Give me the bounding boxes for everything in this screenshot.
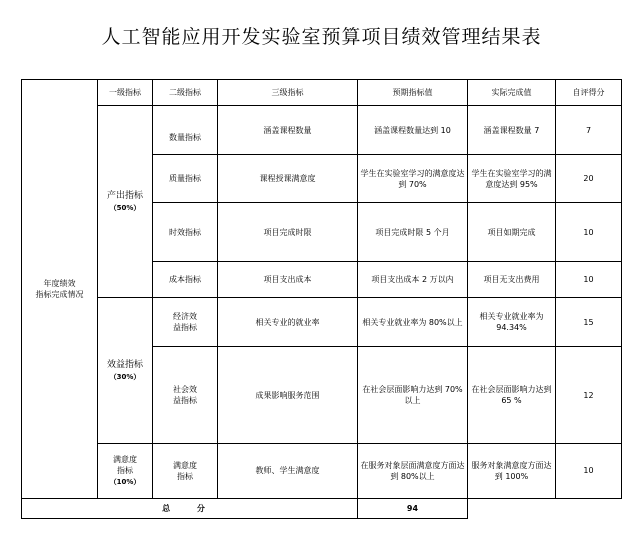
header-level3: 三级指标 (218, 80, 358, 106)
header-expected: 预期指标值 (358, 80, 468, 106)
level3-cell: 项目完成时限 (218, 203, 358, 262)
header-level2: 二级指标 (153, 80, 218, 106)
score-cell: 12 (556, 347, 622, 444)
score-cell: 7 (556, 106, 622, 155)
table-row (22, 444, 622, 499)
level3-cell: 课程授课满意度 (218, 154, 358, 203)
table-row (22, 298, 622, 347)
group-benefit-name: 效益指标 (106, 359, 143, 370)
performance-table (21, 79, 622, 519)
total-score: 94 (358, 498, 468, 518)
level2-cell: 社会效 益指标 (153, 347, 218, 444)
actual-cell: 项目如期完成 (468, 203, 556, 262)
level2-cell: 时效指标 (153, 203, 218, 262)
level2-cell: 满意度 指标 (153, 444, 218, 499)
level3-cell: 涵盖课程数量 (218, 106, 358, 155)
row-label-cell (22, 80, 98, 499)
group-output-name: 产出指标 (106, 190, 143, 201)
expected-cell: 在服务对象层面满意度方面达到 80%以上 (358, 444, 468, 499)
group-satisfaction: 满意度 指标 （10%） (98, 444, 153, 499)
expected-cell: 项目完成时限 5 个月 (358, 203, 468, 262)
group-output (98, 106, 153, 298)
level3-cell: 教师、学生满意度 (218, 444, 358, 499)
actual-cell: 项目无支出费用 (468, 262, 556, 298)
actual-cell: 学生在实验室学习的满意度达到 95% (468, 154, 556, 203)
expected-cell: 项目支出成本 2 万以内 (358, 262, 468, 298)
group-output-weight: （50%） (109, 203, 141, 212)
level2-cell: 经济效 益指标 (153, 298, 218, 347)
expected-cell: 在社会层面影响力达到 70%以上 (358, 347, 468, 444)
expected-cell: 相关专业就业率为 80%以上 (358, 298, 468, 347)
group-benefit (98, 298, 153, 444)
score-cell: 20 (556, 154, 622, 203)
header-actual: 实际完成值 (468, 80, 556, 106)
score-cell: 10 (556, 444, 622, 499)
level2-cell: 数量指标 (153, 106, 218, 155)
level3-cell: 成果影响服务范围 (218, 347, 358, 444)
total-label: 总 分 (22, 498, 358, 518)
score-cell: 10 (556, 203, 622, 262)
total-row (22, 498, 622, 518)
score-cell: 15 (556, 298, 622, 347)
score-cell: 10 (556, 262, 622, 298)
page-title: 人工智能应用开发实验室预算项目绩效管理结果表 (101, 26, 542, 48)
level3-cell: 项目支出成本 (218, 262, 358, 298)
table-row (22, 106, 622, 155)
actual-cell: 服务对象满意度方面达到 100% (468, 444, 556, 499)
row-label-line1: 年度绩效 (43, 278, 76, 288)
level2-cell: 成本指标 (153, 262, 218, 298)
expected-cell: 学生在实验室学习的满意度达到 70% (358, 154, 468, 203)
header-row (22, 80, 622, 106)
expected-cell: 涵盖课程数量达到 10 (358, 106, 468, 155)
actual-cell: 相关专业就业率为 94.34% (468, 298, 556, 347)
row-label-line2: 指标完成情况 (35, 289, 84, 299)
level2-cell: 质量指标 (153, 154, 218, 203)
level3-cell: 相关专业的就业率 (218, 298, 358, 347)
header-score: 自评得分 (556, 80, 622, 106)
group-benefit-weight: （30%） (109, 372, 141, 381)
actual-cell: 涵盖课程数量 7 (468, 106, 556, 155)
actual-cell: 在社会层面影响力达到 65 % (468, 347, 556, 444)
header-level1: 一级指标 (98, 80, 153, 106)
